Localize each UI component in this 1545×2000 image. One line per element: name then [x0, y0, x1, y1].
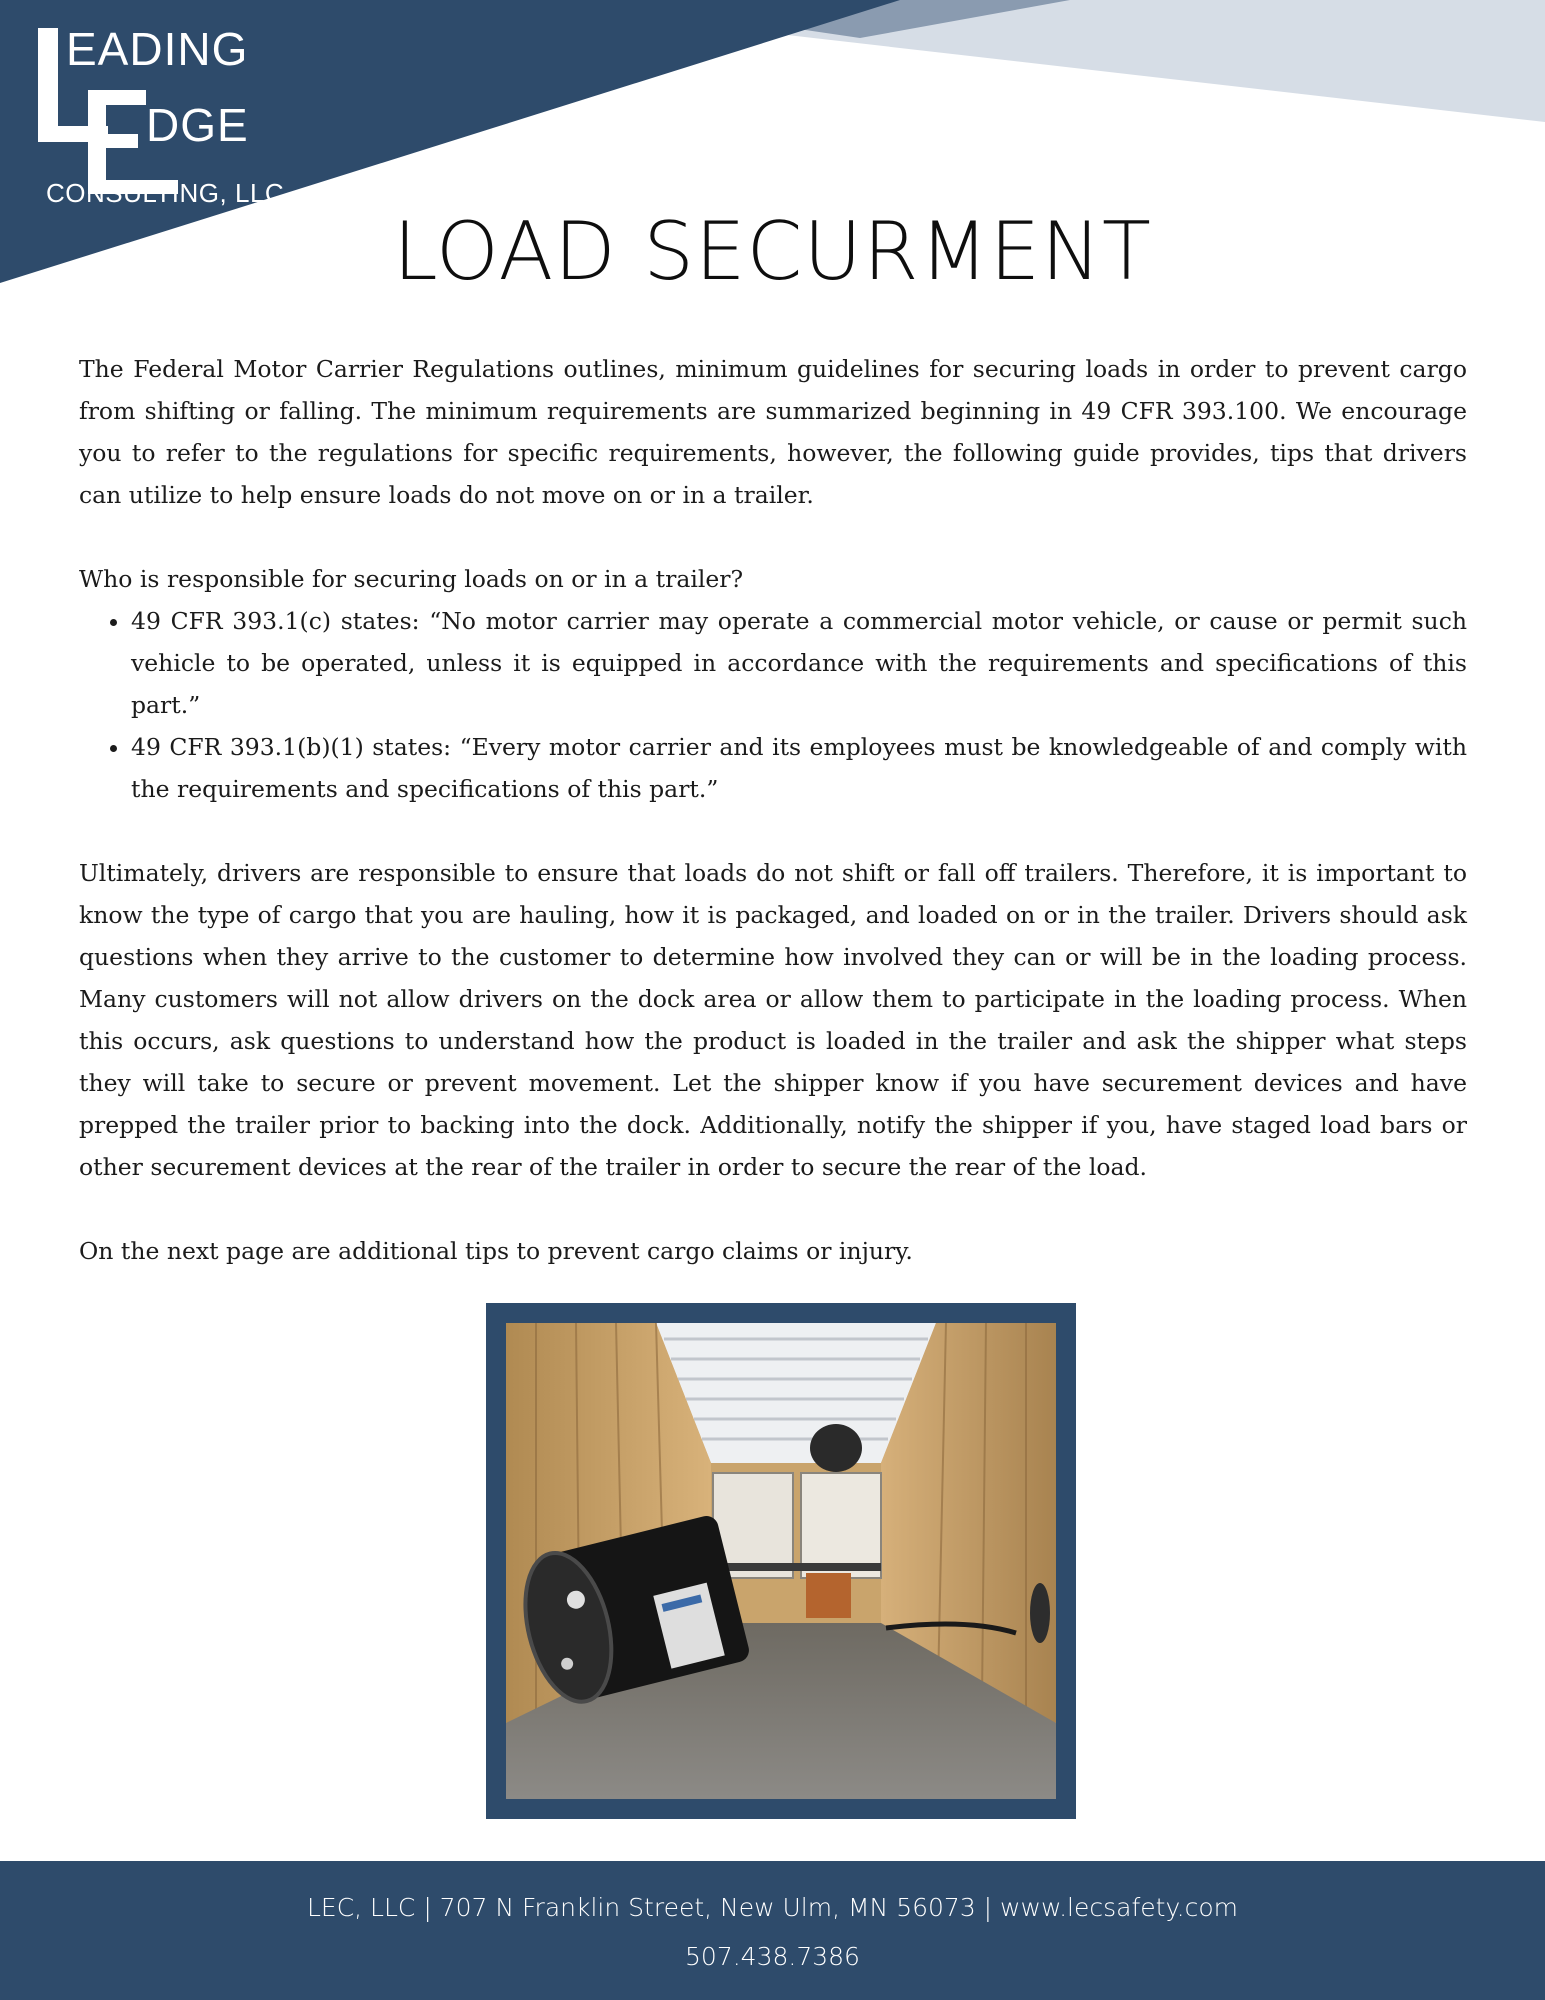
regulation-list	[79, 600, 1467, 810]
footer-phone: 507.438.7386	[685, 1942, 860, 1971]
document-body	[79, 348, 1467, 1272]
logo-word-consulting: CONSULTING, LLC	[46, 178, 285, 208]
page-footer	[0, 1861, 1545, 2000]
page-title: LOAD SECURMENT	[393, 205, 1152, 298]
logo-word-edge: DGE	[146, 99, 249, 151]
company-logo	[38, 22, 318, 212]
photo-frame	[486, 1303, 1076, 1819]
list-item: • 49 CFR 393.1(c) states: “No motor carrier may operate a commercial motor vehicle, or cause or permit such vehicle to be operated, unless it is equipped in accordance with the requirements and specifications of this part.”	[131, 600, 1467, 726]
trailer-cargo-photo	[506, 1323, 1056, 1799]
question-heading: Who is responsible for securing loads on or in a trailer?	[79, 565, 744, 593]
intro-paragraph: The Federal Motor Carrier Regulations outlines, minimum guidelines for securing loads in order to prevent cargo from shifting or falling. The minimum requirements are summarized beginning in 49 CFR 393.100. We encourage you to refer to the regulations for specific requirements, however, the following guide provides, tips that drivers can utilize to help ensure loads do not move on or in a trailer.	[79, 355, 1467, 509]
closing-paragraph: On the next page are additional tips to prevent cargo claims or injury.	[79, 1237, 913, 1265]
footer-address: LEC, LLC | 707 N Franklin Street, New Ulm, MN 56073 | www.lecsafety.com	[306, 1893, 1239, 1922]
logo-word-leading: EADING	[66, 23, 249, 75]
list-item: • 49 CFR 393.1(b)(1) states: “Every motor carrier and its employees must be knowledgeable of and comply with the requirements and specifications of this part.”	[131, 726, 1467, 810]
body-paragraph: Ultimately, drivers are responsible to ensure that loads do not shift or fall off trailers. Therefore, it is important to know the type of cargo that you are hauling, how it is packaged, and loaded on or in the trailer. Drivers should ask questions when they arrive to the customer to determine how involved they can or will be in the loading process. Many customers will not allow drivers on the dock area or allow them to participate in the loading process. When this occurs, ask questions to understand how the product is loaded in the trailer and ask the shipper what steps they will take to secure or prevent movement. Let the shipper know if you have securement devices and have prepped the trailer prior to backing into the dock. Additionally, notify the shipper if you, have staged load bars or other securement devices at the rear of the trailer in order to secure the rear of the load.	[79, 859, 1467, 1181]
